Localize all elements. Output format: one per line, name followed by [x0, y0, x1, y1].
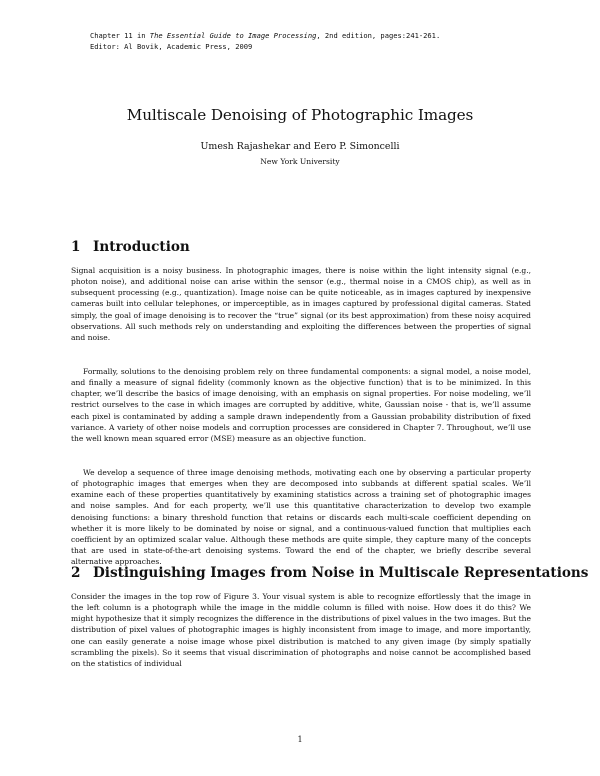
paragraph: We develop a sequence of three image denoising methods, motivating each one by observing a particular property of photographic images that emerges when they are decomposed into subbands at different spatial scales. We’ll examine each of these properties quantitatively by examining statistics across a training set of photographic images and noise samples. And for each property, we’ll use this quantitative characterization to develop two example denoising functions: a binary threshold function that retains or discards each multi-scale coefficient depending on whether it is more likely to be dominated by noise or signal, and a continuous-valued function that multiplies each coefficient by an optimized scalar value. Although these methods are quite simple, they capture many of the concepts that are used in state-of-the-art denoising systems. Toward the end of the chapter, we briefly describe several alternative approaches.: [71, 468, 531, 567]
section-number: 1: [71, 239, 81, 255]
header-line-1: Chapter 11 in The Essential Guide to Image Processing, 2nd edition, pages:241-261.: [90, 31, 441, 40]
paragraph: Signal acquisition is a noisy business. In photographic images, there is noise within the light intensity signal (e.g., photon noise), and additional noise can arise within the sensor (e.g., thermal noise in a CMOS chip), as well as in subsequent processing (e.g., quantization). Image noise can be quite noticeable, as in images captured by inexpensive cameras built into cellular telephones, or imperceptible, as in images captured by professional digital cameras. Stated simply, the goal of image denoising is to recover the “true” signal (or its best approximation) from these noisy acquired observations. All such methods rely on understanding and exploiting the differences between the properties of signal and noise.: [71, 266, 531, 342]
page-number: 1: [297, 735, 303, 744]
paper-title: Multiscale Denoising of Photographic Images: [126, 106, 474, 124]
chapter-header: [90, 31, 560, 52]
author-affiliation: New York University: [260, 157, 340, 166]
section-title: Introduction: [93, 239, 190, 255]
paragraph: Formally, solutions to the denoising problem rely on three fundamental components: a signal model, a noise model, and finally a measure of signal fidelity (commonly known as the objective function) that is to be minimized. In this chapter, we’ll describe the basics of image denoising, with an emphasis on signal properties. For noise modeling, we’ll restrict ourselves to the case in which images are corrupted by additive, white, Gaussian noise - that is, we’ll assume each pixel is contaminated by adding a sample drawn independently from a Gaussian probability distribution of fixed variance. A variety of other noise models and corruption processes are considered in Chapter 7. Throughout, we’ll use the well known mean squared error (MSE) measure as an objective function.: [71, 367, 531, 443]
section-title: Distinguishing Images from Noise in Multiscale Representations: [93, 565, 589, 581]
paper-authors: Umesh Rajashekar and Eero P. Simoncelli: [200, 141, 400, 152]
section-heading-distinguishing: [71, 565, 588, 581]
paragraph: Consider the images in the top row of Figure 3. Your visual system is able to recognize effortlessly that the image in the left column is a photograph while the image in the middle column is filled with noise. How does it do this? We might hypothesize that it simply recognizes the difference in the distributions of pixel values in the two images. But the distribution of pixel values of photographic images is highly inconsistent from image to image, and more importantly, one can easily generate a noise image whose pixel distribution is matched to any given image (by simply spatially scrambling the pixels). So it seems that visual discrimination of photographs and noise cannot be accomplished based on the statistics of individual: [71, 592, 531, 668]
header-line-2: Editor: Al Bovik, Academic Press, 2009: [90, 41, 253, 51]
section-heading-introduction: [71, 239, 190, 255]
section-number: 2: [71, 565, 81, 581]
book-title: The Essential Guide to Image Processing: [149, 31, 317, 40]
